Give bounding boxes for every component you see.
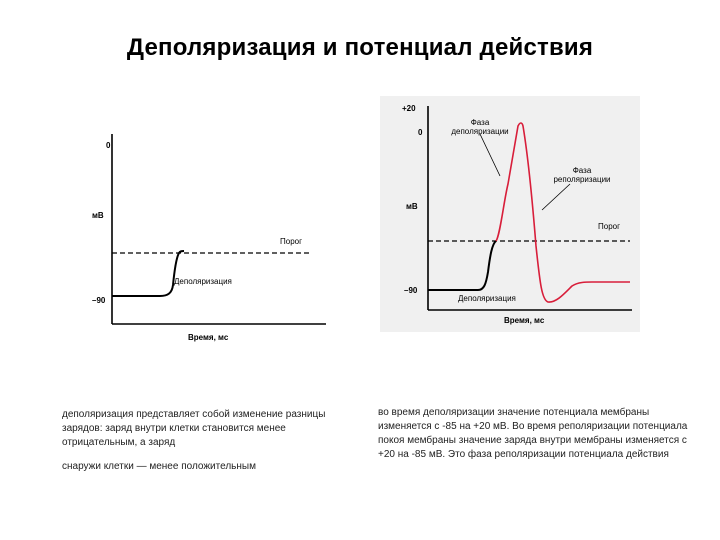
- phase-repol-word: Фаза: [572, 166, 592, 175]
- ytick-minus-90: –90: [404, 286, 418, 295]
- ytick-zero: 0: [106, 141, 111, 150]
- right-caption: во время деполяризации значение потенциала мембраны изменяется с -85 на +20 мВ. Во время реполяризации потенциала покоя мембраны значение заряда внутри мембраны изменяется с +20 на -85 мВ. Это фаза реполяризации потенциала действия: [378, 407, 688, 460]
- phase-depolarization-label: [440, 118, 520, 136]
- threshold-label: Порог: [598, 222, 621, 231]
- depolarization-graph: [76, 110, 338, 350]
- phase-repol-name: реполяризации: [553, 175, 611, 184]
- left-caption-part2: снаружи клетки — менее положительным: [62, 461, 256, 472]
- phase-depol-name: деполяризации: [451, 127, 509, 136]
- x-axis-label: Время, мс: [188, 333, 229, 342]
- y-axis-label: мВ: [406, 202, 418, 211]
- depolarization-figure: [76, 110, 338, 350]
- ytick-minus-90: –90: [92, 296, 106, 305]
- y-axis-label: мВ: [92, 211, 104, 220]
- slide-title: Деполяризация и потенциал действия: [126, 34, 594, 61]
- ytick-plus-20: +20: [402, 104, 416, 113]
- threshold-label: Порог: [280, 237, 303, 246]
- x-axis-label: Время, мс: [504, 316, 545, 325]
- action-potential-figure: [380, 96, 640, 332]
- depolarization-label: Деполяризация: [458, 294, 516, 303]
- depolarization-trace: [112, 251, 184, 296]
- left-caption-part1: деполяризация представляет собой изменение разницы зарядов: заряд внутри клетки становится менее отрицательным, а заряд: [62, 409, 326, 448]
- phase-depol-word: Фаза: [470, 118, 490, 127]
- depolarization-label: Деполяризация: [174, 277, 232, 286]
- phase-repolarization-label: [542, 166, 622, 184]
- ytick-zero: 0: [418, 128, 423, 137]
